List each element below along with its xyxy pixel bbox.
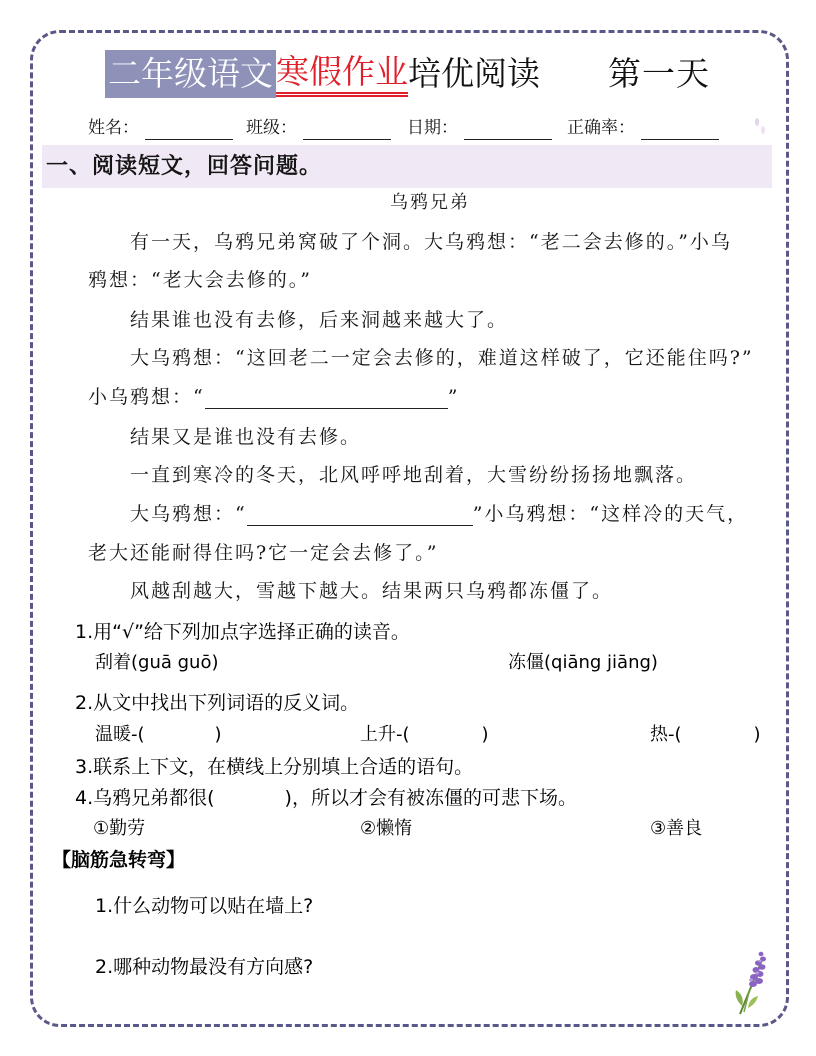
antonym-word: 热-( (650, 724, 682, 745)
antonym-word: 温暖-( (95, 724, 145, 745)
choice-option: ①勤劳 (93, 818, 146, 839)
question-4-text-before: 4.乌鸦兄弟都很( (75, 787, 215, 809)
question-3-prompt: 3.联系上下文，在横线上分别填上合适的语句。 (75, 756, 474, 778)
story-line: 有一天，乌鸦兄弟窝破了个洞。大乌鸦想：“老二会去修的。”小乌 (130, 231, 732, 253)
accuracy-blank (641, 121, 719, 140)
story-text: ”小乌鸦想：“这样冷的天气， (472, 503, 749, 525)
close-paren: ) (481, 724, 489, 745)
answer-space (410, 746, 482, 747)
story-line: 风越刮越大，雪越下越大。结果两只乌鸦都冻僵了。 (130, 580, 614, 602)
accuracy-label: 正确率： (567, 118, 635, 138)
section-heading: 一、阅读短文，回答问题。 (46, 154, 323, 179)
pronunciation-item: 刮着(guā guō) (95, 652, 219, 673)
class-blank (303, 121, 391, 140)
question-2-prompt: 2.从文中找出下列词语的反义词。 (75, 692, 360, 714)
story-line: 结果谁也没有去修，后来洞越来越大了。 (130, 309, 509, 331)
antonym-item (360, 723, 489, 747)
choice-option: ②懒惰 (360, 818, 413, 839)
date-blank (464, 121, 552, 140)
story-line: 一直到寒冷的冬天，北风呼呼地刮着，大雪纷纷扬扬地飘落。 (130, 464, 698, 486)
date-label: 日期： (407, 118, 458, 138)
story-line-with-blank (130, 502, 748, 526)
accuracy-field (567, 116, 719, 140)
date-field (407, 116, 552, 140)
antonym-item (95, 723, 222, 747)
story-line-with-blank (88, 385, 459, 409)
name-label: 姓名： (88, 118, 139, 138)
question-4-text-after: )，所以才会有被冻僵的可悲下场。 (284, 787, 577, 809)
antonym-item (650, 723, 761, 747)
lavender-flower-icon (732, 948, 780, 1016)
story-text: 大乌鸦想：“ (130, 503, 247, 525)
answer-space (215, 809, 285, 810)
story-line: 鸦想：“老大会去修的。” (88, 269, 312, 291)
brain-teaser-item: 1.什么动物可以贴在墙上? (95, 895, 314, 917)
story-line: 老大还能耐得住吗?它一定会去修了。” (88, 542, 439, 564)
title-day: 第一天 (608, 54, 710, 93)
title-enrichment-reading: 培优阅读 (408, 54, 540, 93)
name-blank (145, 121, 233, 140)
answer-space (145, 746, 215, 747)
class-field (246, 116, 391, 140)
question-1-prompt: 1.用“√”给下列加点字选择正确的读音。 (75, 621, 410, 643)
choice-option: ③善良 (650, 818, 703, 839)
story-text: 小乌鸦想：“ (88, 386, 205, 408)
story-line: 大乌鸦想：“这回老二一定会去修的，难道这样破了，它还能住吗?” (130, 347, 754, 369)
name-field (88, 116, 233, 140)
title-winter-homework: 寒假作业 (276, 50, 408, 97)
answer-blank (247, 507, 473, 526)
close-paren: ) (753, 724, 761, 745)
story-text: ” (447, 386, 460, 408)
story-line: 结果又是谁也没有去修。 (130, 426, 362, 448)
brain-teaser-item: 2.哪种动物最没有方向感? (95, 956, 314, 978)
title-grade-subject: 二年级语文 (105, 50, 276, 98)
pronunciation-item: 冻僵(qiāng jiāng) (508, 652, 658, 673)
brain-teaser-heading: 【脑筋急转弯】 (52, 849, 186, 871)
answer-space (682, 746, 754, 747)
worksheet-title (105, 50, 540, 98)
antonym-word: 上升-( (360, 724, 410, 745)
story-title: 乌鸦兄弟 (390, 192, 470, 213)
question-4-prompt (75, 786, 577, 810)
answer-blank (205, 390, 448, 409)
corner-flower-icon (752, 116, 768, 140)
close-paren: ) (214, 724, 222, 745)
class-label: 班级： (246, 118, 297, 138)
